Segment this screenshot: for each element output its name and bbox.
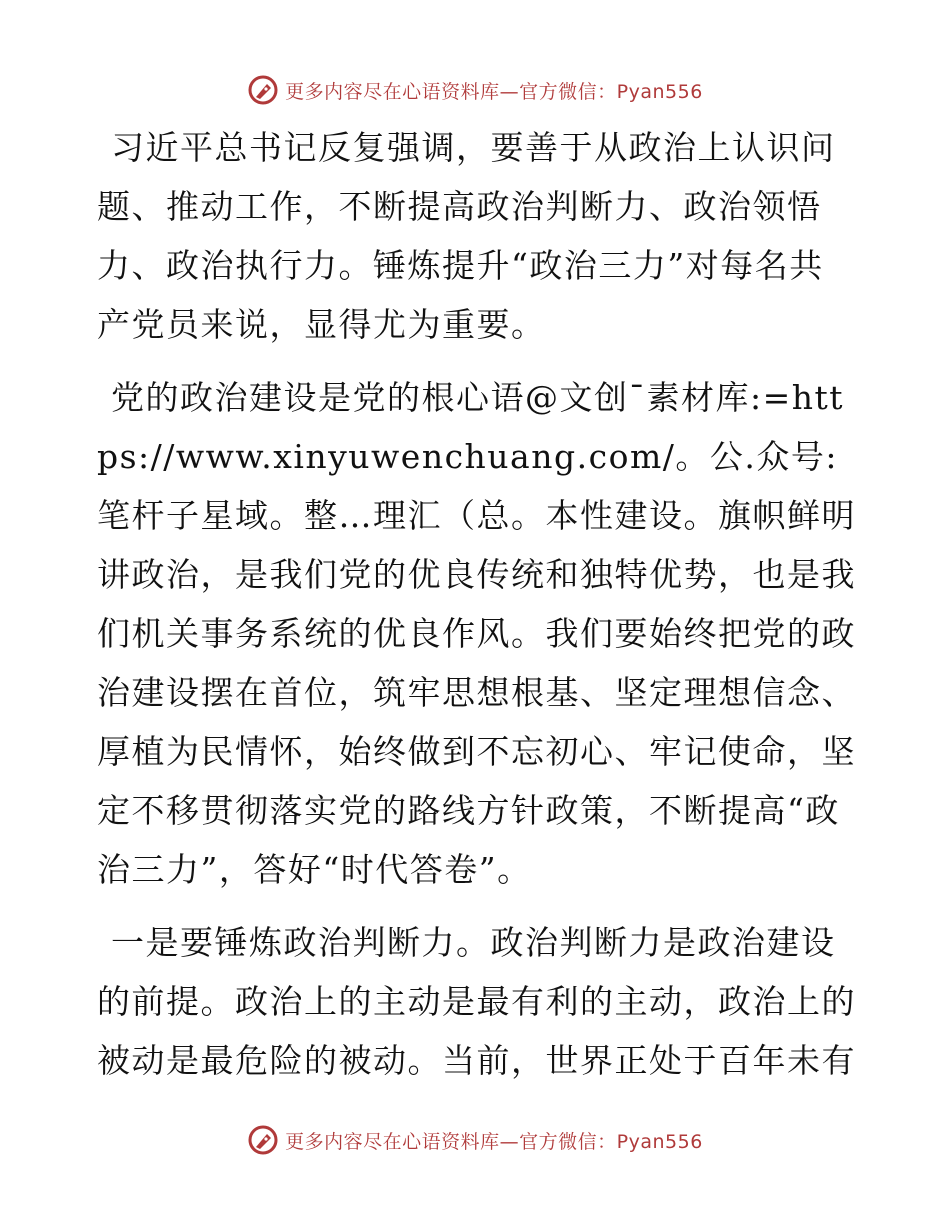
paragraph-judgment: 一是要锤炼政治判断力。政治判断力是政治建设的前提。政治上的主动是最有利的主动，政治上的被动是最危险的被动。当前，世界正处于百年未有 [97,923,856,1080]
banner-text: 更多内容尽在心语资料库—官方微信：Pyan556 [285,80,703,103]
pen-nib-logo-icon [247,74,279,106]
paragraph-political-building: 党的政治建设是党的根心语@文创¯素材库:=https://www.xinyuwenchuang.com/。公.众号:笔杆子星域。整…理汇（总。本性建设。旗帜鲜明讲政治，是我们党的优良传统和独特优势，也是我们机关事务系统的优良作风。我们要始终把党的政治建设摆在首位，筑牢思想根基、坚定理想信念、厚植为民情怀，始终做到不忘初心、牢记使命，坚定不移贯彻落实党的路线方针政策，不断提高“政治三力”，答好“时代答卷”。 [97,378,856,889]
footer-banner [0,1120,950,1160]
banner-text: 更多内容尽在心语资料库—官方微信：Pyan556 [285,1130,703,1153]
pen-nib-logo-icon [247,1124,279,1156]
paragraph-intro: 习近平总书记反复强调，要善于从政治上认识问题、推动工作，不断提高政治判断力、政治领悟力、政治执行力。锤炼提升“政治三力”对每名共产党员来说，显得尤为重要。 [97,128,836,344]
header-banner [0,70,950,110]
document-body [97,118,857,1104]
